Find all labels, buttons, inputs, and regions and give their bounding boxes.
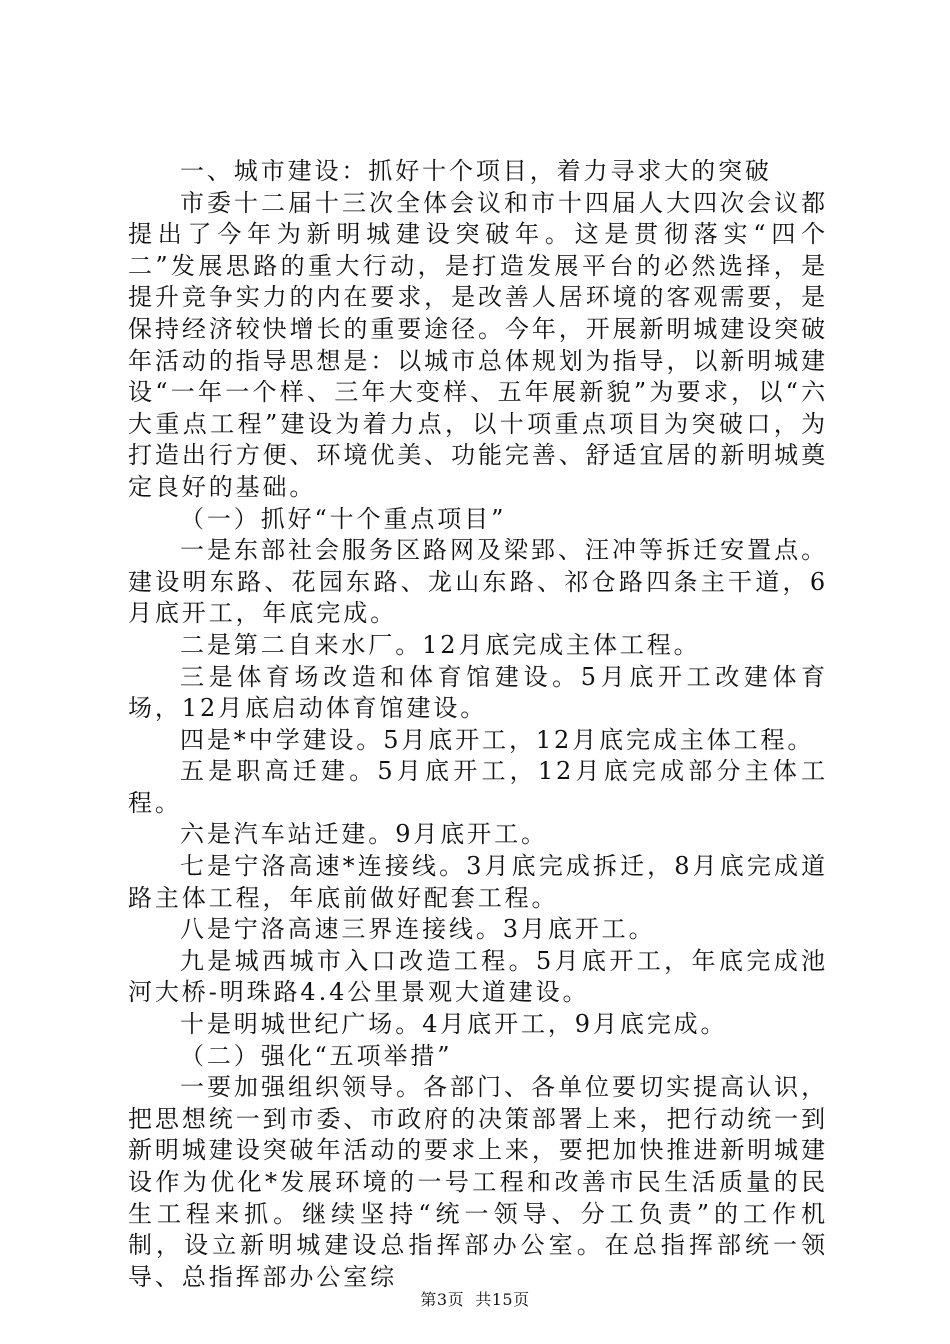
paragraph: 市委十二届十三次全体会议和市十四届人大四次会议都提出了今年为新明城建设突破年。这是贯彻落实“四个二”发展思路的重大行动，是打造发展平台的必然选择，是提升竞争实力的内在要求，是改善人居环境的客观需要，是保持经济较快增长的重要途径。今年，开展新明城建设突破年活动的指导思想是：以城市总体规划为指导，以新明城建设“一年一个样、三年大变样、五年展新貌”为要求，以“六大重点工程”建设为着力点，以十项重点项目为突破口，为打造出行方便、环境优美、功能完善、舒适宜居的新明城奠定良好的基础。 [128,188,828,501]
page-number-label: 第3页 共15页 [420,1290,530,1309]
list-item: 七是宁洛高速*连接线。3月底完成拆迁，8月底完成道路主体工程，年底前做好配套工程。 [128,852,828,912]
paragraph: 一要加强组织领导。各部门、各单位要切实提高认识，把思想统一到市委、市政府的决策部署上来，把行动统一到新明城建设突破年活动的要求上来，要把加快推进新明城建设作为优化*发展环境的一号工程和改善市民生活质量的民生工程来抓。继续坚持“统一领导、分工负责”的工作机制，设立新明城建设总指挥部办公室。在总指挥部统一领导、总指挥部办公室综 [128,1073,828,1291]
list-item: 一是东部社会服务区路网及梁郢、汪冲等拆迁安置点。建设明东路、花园东路、龙山东路、祁仓路四条主干道，6月底开工，年底完成。 [128,536,828,628]
section-heading: 一、城市建设：抓好十个项目，着力寻求大的突破 [180,157,772,185]
list-item: 九是城西城市入口改造工程。5月底开工，年底完成池河大桥-明珠路4.4公里景观大道建设。 [128,946,828,1007]
list-item: 五是职高迁建。5月底开工，12月底完成部分主体工程。 [128,757,828,817]
list-item: 十是明城世纪广场。4月底开工，9月底完成。 [180,1010,728,1039]
list-item: 二是第二自来水厂。12月底完成主体工程。 [180,630,701,659]
list-item: 四是*中学建设。5月底开工，12月底完成主体工程。 [180,725,815,754]
list-item: 三是体育场改造和体育馆建设。5月底开工改建体育场，12月底启动体育馆建设。 [128,662,828,723]
subsection-heading: （二）强化“五项举措” [180,1041,453,1070]
subsection-heading: （一）抓好“十个重点项目” [180,504,507,533]
list-item: 八是宁洛高速三界连接线。3月底开工。 [180,915,656,944]
list-item: 六是汽车站迁建。9月底开工。 [180,820,548,849]
page-footer [0,1287,950,1310]
document-body [128,156,828,1293]
